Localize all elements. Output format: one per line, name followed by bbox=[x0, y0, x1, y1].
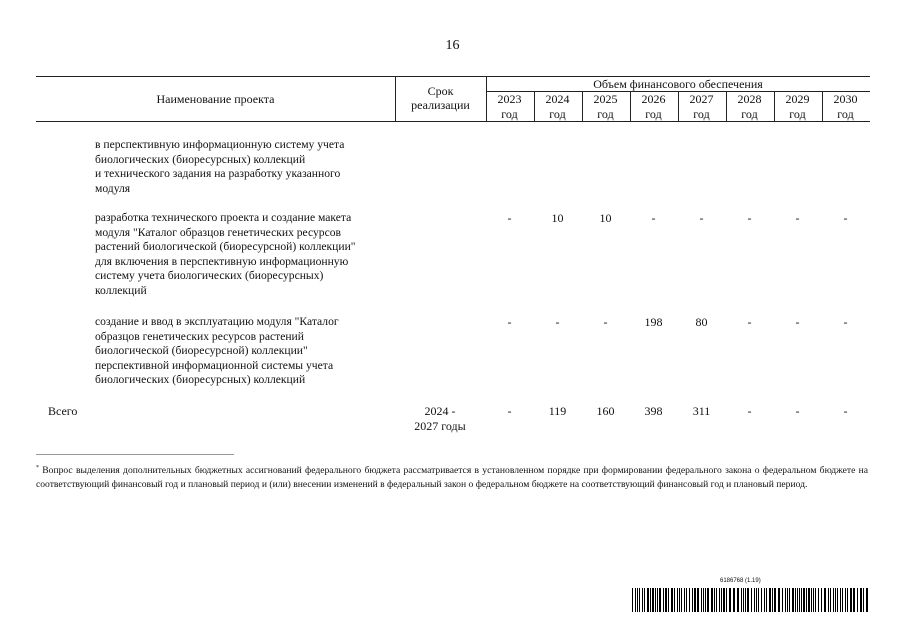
header-year bbox=[822, 92, 869, 121]
header-year bbox=[678, 92, 725, 121]
total-period-line1: 2024 - bbox=[424, 404, 456, 418]
header-year-value: 2029 bbox=[785, 92, 810, 106]
total-period bbox=[395, 404, 485, 434]
row-2-value-2026: - bbox=[651, 211, 656, 225]
header-bottom-border bbox=[36, 121, 870, 122]
header-year-unit: год bbox=[549, 106, 566, 121]
year-divider bbox=[726, 91, 727, 121]
project-row-2-line: коллекций bbox=[95, 283, 147, 297]
project-row-3-line: биологической (биоресурсной) коллекции" bbox=[95, 344, 308, 358]
total-value-2030: - bbox=[843, 404, 848, 418]
row-3-value-2027: 80 bbox=[695, 315, 708, 329]
header-term bbox=[395, 84, 486, 112]
project-row-3-name bbox=[95, 315, 395, 388]
header-year-unit: год bbox=[597, 106, 614, 121]
header-year-value: 2028 bbox=[737, 92, 762, 106]
row-2-value-2023: - bbox=[507, 211, 512, 225]
year-divider bbox=[822, 91, 823, 121]
total-value-2029: - bbox=[795, 404, 800, 418]
footnote bbox=[36, 462, 868, 491]
header-year bbox=[774, 92, 821, 121]
total-value-2027: 311 bbox=[692, 404, 711, 418]
barcode-image bbox=[632, 588, 870, 612]
project-row-3-line: создание и ввод в эксплуатацию модуля "Каталог bbox=[95, 315, 339, 328]
project-row-2-line: разработка технического проекта и создание макета bbox=[95, 211, 352, 224]
project-row-2-line: растений биологической (биоресурсной) коллекции" bbox=[95, 240, 356, 254]
header-year-unit: год bbox=[501, 106, 518, 121]
header-year bbox=[582, 92, 629, 121]
header-year bbox=[534, 92, 581, 121]
header-year-value: 2024 bbox=[545, 92, 570, 106]
total-value-2023: - bbox=[507, 404, 512, 418]
project-row-1-line: биологических (биоресурсных) коллекций bbox=[95, 152, 306, 166]
page-number: 16 bbox=[445, 38, 460, 53]
total-value-2024: 119 bbox=[548, 404, 567, 418]
row-2-value-2025: 10 bbox=[599, 211, 612, 225]
row-3-value-2025: - bbox=[603, 315, 608, 329]
year-divider bbox=[630, 91, 631, 121]
year-divider bbox=[582, 91, 583, 121]
footnote-marker: * bbox=[36, 465, 39, 471]
total-value-2026: 398 bbox=[644, 404, 663, 418]
total-value-2028: - bbox=[747, 404, 752, 418]
footnote-separator bbox=[36, 454, 234, 455]
header-year-unit: год bbox=[693, 106, 710, 121]
header-year-value: 2023 bbox=[497, 92, 522, 106]
project-row-1-line: в перспективную информационную систему учета bbox=[95, 138, 345, 151]
header-term-line1: Срок bbox=[427, 84, 454, 98]
header-year-value: 2026 bbox=[641, 92, 666, 106]
total-value-2025: 160 bbox=[596, 404, 615, 418]
header-year-value: 2030 bbox=[833, 92, 858, 106]
header-project-name: Наименование проекта bbox=[156, 92, 275, 106]
row-2-value-2028: - bbox=[747, 211, 752, 225]
row-3-value-2023: - bbox=[507, 315, 512, 329]
header-year-value: 2025 bbox=[593, 92, 618, 106]
row-3-value-2029: - bbox=[795, 315, 800, 329]
header-year bbox=[630, 92, 677, 121]
header-year bbox=[726, 92, 773, 121]
header-year-unit: год bbox=[837, 106, 854, 121]
year-divider bbox=[774, 91, 775, 121]
row-3-value-2028: - bbox=[747, 315, 752, 329]
row-3-value-2026: 198 bbox=[644, 315, 663, 329]
header-term-line2: реализации bbox=[411, 98, 470, 112]
barcode-number: 6186768 (1.19) bbox=[720, 578, 761, 584]
total-period-line2: 2027 годы bbox=[414, 419, 466, 433]
header-year-value: 2027 bbox=[689, 92, 714, 106]
row-2-value-2027: - bbox=[699, 211, 704, 225]
year-divider bbox=[678, 91, 679, 121]
project-row-3-line: образцов генетических ресурсов растений bbox=[95, 329, 304, 343]
row-2-value-2024: 10 bbox=[551, 211, 564, 225]
header-year bbox=[486, 92, 533, 121]
project-row-1-line: и технического задания на разработку указанного bbox=[95, 167, 341, 181]
project-row-3-line: перспективной информационной системы учета bbox=[95, 358, 334, 372]
project-row-2-line: модуля "Каталог образцов генетических ресурсов bbox=[95, 225, 341, 239]
project-row-3-line: биологических (биоресурсных) коллекций bbox=[95, 373, 306, 387]
header-year-unit: год bbox=[789, 106, 806, 121]
row-3-value-2030: - bbox=[843, 315, 848, 329]
year-divider bbox=[534, 91, 535, 121]
project-row-2-line: систему учета биологических (биоресурсных) bbox=[95, 269, 324, 283]
row-3-value-2024: - bbox=[555, 315, 560, 329]
footnote-text: Вопрос выделения дополнительных бюджетных ассигнований федерального бюджета рассматривается в установленном порядке при формировании федерального закона о федеральном бюджете на соответствующий финансовый год и плановый период и (или) внесении изменений в федеральный закон о федеральном бюджете на соответствующий финансовый год и плановый период. bbox=[36, 465, 868, 490]
total-label: Всего bbox=[48, 404, 78, 418]
header-funding: Объем финансового обеспечения bbox=[593, 77, 763, 91]
header-year-unit: год bbox=[645, 106, 662, 121]
row-2-value-2030: - bbox=[843, 211, 848, 225]
project-row-2-name bbox=[95, 211, 395, 299]
header-year-unit: год bbox=[741, 106, 758, 121]
project-row-1-line: модуля bbox=[95, 181, 131, 195]
project-row-2-line: для включения в перспективную информационную bbox=[95, 254, 349, 268]
project-row-1-name bbox=[95, 138, 395, 196]
row-2-value-2029: - bbox=[795, 211, 800, 225]
